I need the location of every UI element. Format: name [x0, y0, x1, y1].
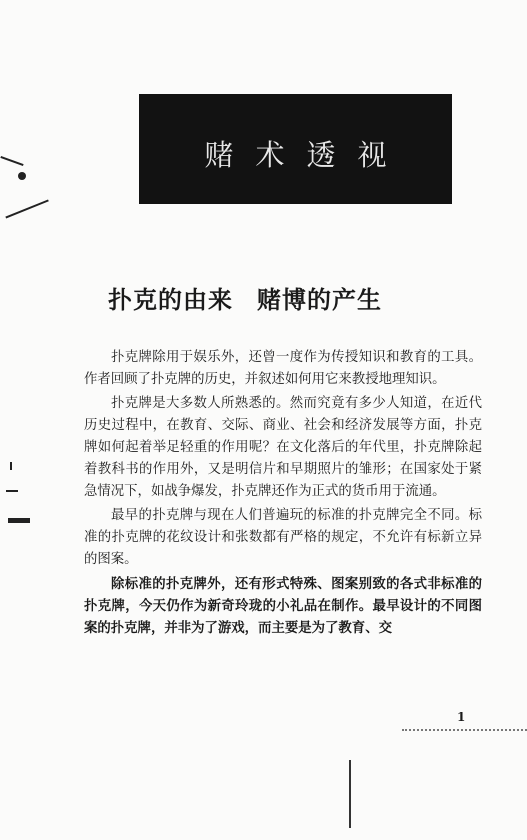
scan-mark — [10, 462, 12, 470]
body-text — [84, 347, 482, 641]
paragraph: 扑克牌除用于娱乐外，还曾一度作为传授知识和教育的工具。作者回顾了扑克牌的历史，并叙述如何用它来教授地理知识。 — [84, 350, 482, 387]
scan-edge-line — [349, 760, 351, 828]
scan-mark — [18, 172, 26, 180]
chapter-title-left: 扑克的由来 — [108, 286, 233, 314]
paragraph: 除标准的扑克牌外，还有形式特殊、图案别致的各式非标准的扑克牌，今天仍作为新奇玲珑的小礼品在制作。最早设计的不同图案的扑克牌，并非为了游戏，而主要是为了教育、交 — [84, 576, 482, 636]
page-number: 1 — [457, 710, 466, 724]
chapter-title — [108, 280, 478, 315]
paragraph: 扑克牌是大多数人所熟悉的。然而究竟有多少人知道，在近代历史过程中，在教育、交际、商业、社会和经济发展等方面，扑克牌如何起着举足轻重的作用呢？在文化落后的年代里，扑克牌除起着教科书的作用外，又是明信片和早期照片的雏形；在国家处于紧急情况下，如战争爆发，扑克牌还作为正式的货币用于流通。 — [84, 396, 482, 499]
section-header-box — [139, 94, 452, 204]
paragraph: 最早的扑克牌与现在人们普遍玩的标准的扑克牌完全不同。标准的扑克牌的花纹设计和张数都有严格的规定，不允许有标新立异的图案。 — [84, 508, 482, 567]
scan-mark — [5, 199, 48, 218]
chapter-title-right: 赌博的产生 — [257, 286, 382, 314]
scan-mark — [0, 156, 23, 166]
scan-mark — [8, 518, 30, 523]
scan-dotted-line — [402, 725, 527, 731]
section-title: 赌术透视 — [204, 137, 409, 172]
scan-mark — [6, 490, 18, 492]
